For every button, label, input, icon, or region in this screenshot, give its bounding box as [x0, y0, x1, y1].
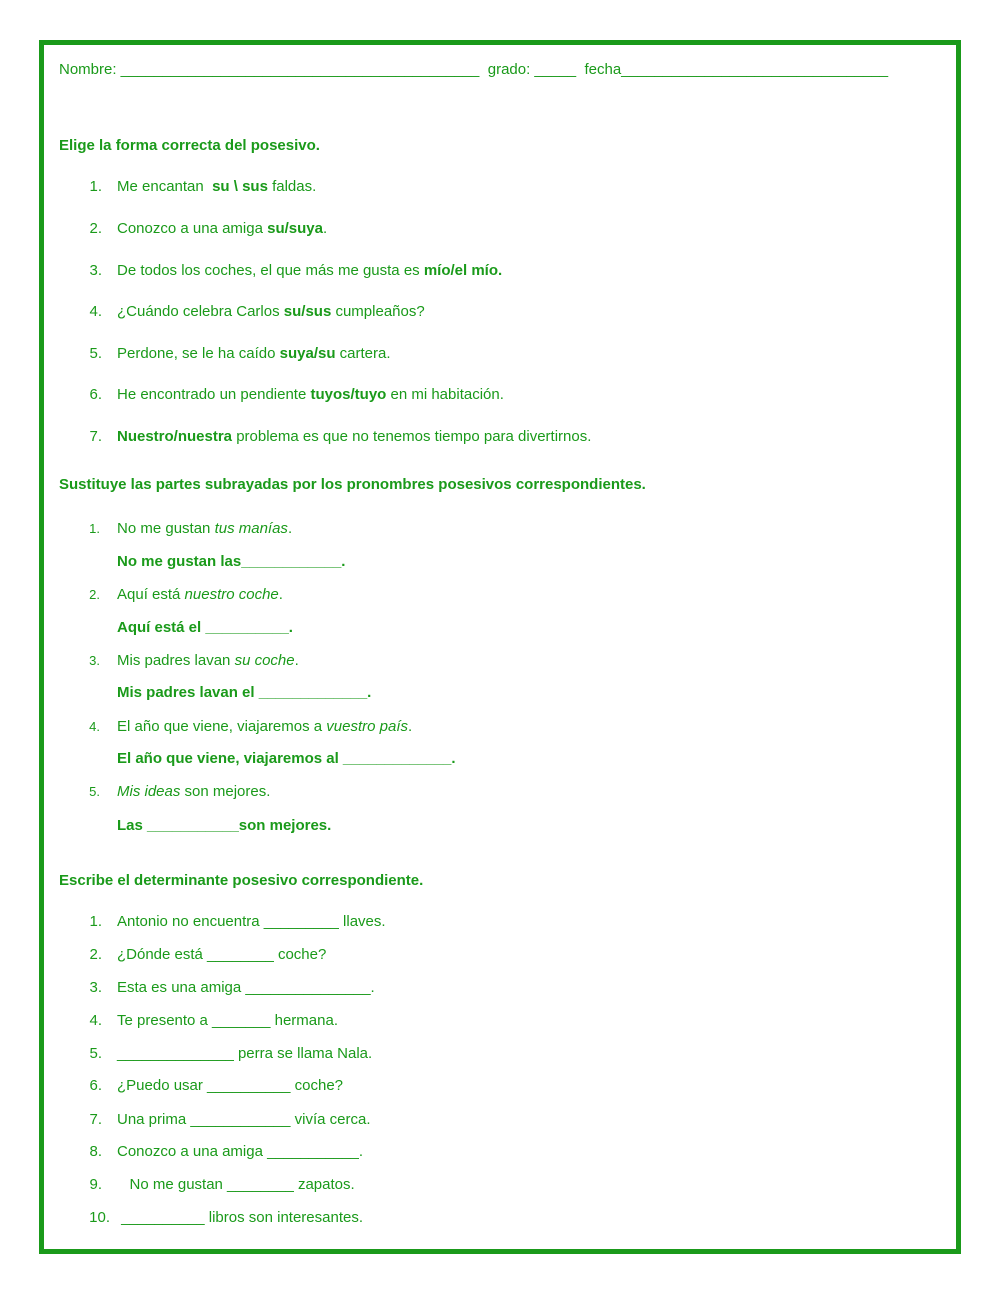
option: Nuestro/nuestra — [117, 428, 233, 445]
answer-line[interactable]: No me gustan las____________. — [117, 553, 346, 570]
option: su \ sus — [212, 178, 268, 195]
student-info-header[interactable]: Nombre: ___________________________________________ grado: _____ fecha________________________________ — [59, 61, 889, 78]
section1-title: Elige la forma correcta del posesivo. — [59, 137, 320, 154]
answer-line[interactable]: Mis padres lavan el _____________. — [117, 684, 372, 701]
option: mío/el mío. — [423, 262, 503, 279]
answer-line[interactable]: Las ___________son mejores. — [117, 817, 332, 834]
section3-title: Escribe el determinante posesivo correspondiente. — [59, 872, 424, 889]
answer-line[interactable]: Aquí está el __________. — [117, 619, 293, 636]
option: tuyos/tuyo — [310, 386, 387, 403]
option: su/sus — [283, 303, 332, 320]
answer-line[interactable]: El año que viene, viajaremos al _____________. — [117, 750, 456, 767]
option: su/suya — [267, 220, 323, 237]
option: suya/su — [279, 345, 336, 362]
section2-title: Sustituye las partes subrayadas por los pronombres posesivos correspondientes. — [59, 476, 646, 493]
